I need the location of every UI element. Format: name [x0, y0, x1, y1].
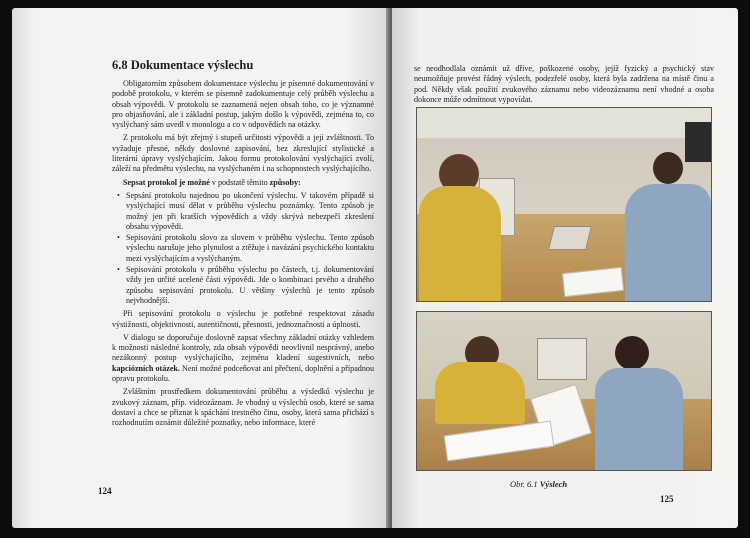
page-number-right: 125: [660, 494, 674, 504]
photo-interrogation-2: [416, 311, 712, 471]
list-intro: [112, 178, 374, 188]
photo-interrogation-1: [416, 107, 712, 302]
section-heading: 6.8 Dokumentace výslechu: [112, 58, 254, 72]
photo1-papers: [562, 267, 624, 297]
photo1-officer-head: [653, 152, 683, 184]
paragraph-4: [112, 333, 374, 384]
list-intro-bold-2: způsoby:: [269, 177, 301, 187]
photo1-officer-uniform: [625, 184, 711, 301]
list-item: • Sepisování protokolu slovo za slovem v průběhu výslechu. Tento způsob výslechu narušuje jeho plynulost a ztěžuje i navázání psychického kontaktu mezi vyslýchajícím a vyslýchaným.: [126, 233, 374, 264]
photo1-wall: [417, 108, 711, 138]
page-number-left: 124: [98, 486, 112, 496]
paragraph-5: Zvláštním prostředkem dokumentování průběhu a výsledků výslechu je zvukový záznam, příp. videozáznam. Je vhodný u výslechů osob, které se sama dostaví a chce se přiznat k spáchání trestného činu, osoby, která sama přichází s rozhodnutím oznámit důležité poznatky, nebo informace, které: [112, 387, 374, 428]
paragraph-2: Z protokolu má být zřejmý i stupeň určitosti výpovědi a její zvláštnosti. To vyžaduje přesné, někdy doslovné zapisování, bez zkreslující stylistické a literární úpravy vyslýchajícím. Jakou formu protokolování vyslýchající zvolí, záleží na předmětu výslechu, na vyslýchaném i na schopnostech vyslýchajícího.: [112, 133, 374, 174]
left-page-text: [112, 58, 374, 432]
list-item: • Sepsání protokolu najednou po ukončení výslechu. V takovém případě si vyslýchající musí dělat v průběhu výslechu poznámky. Tento způsob je možný jen při kratších výpovědích a vždy skrývá nebezpečí zkreslení obsahu výpovědi.: [126, 191, 374, 232]
photo2-suspect-shirt: [435, 362, 525, 424]
paragraph-4-text-a: V dialogu se doporučuje doslovně zapsat všechny základní otázky vzhledem k možnosti následné kontroly, zda obsah výpovědi neovlivnil nesprávný, anebo nezákonný postup vyslýchajícího, zejména kladení sugestivních, nebo: [112, 332, 374, 363]
photo1-keyboard: [548, 226, 592, 250]
list-item: • Sepisování protokolu v průběhu výslechu po částech, t.j. dokumentování vždy jen určité ucelené části výpovědi. Jde o kombinaci prvého a druhého způsobu sepisování protokolu. U většiny výslechů je tento způsob nejvhodnější.: [126, 265, 374, 306]
paragraph-4-text-b: Není možné podceňovat ani přečtení, doplnění a případnou opravu protokolu.: [112, 363, 374, 384]
right-page-text: se neodhodlala oznámit už dříve, poškozené osoby, jejíž fyzický a psychický stav neumožňuje provést řádný výslech, podezřelé osoby, která byla zadržena na místě činu a pod. Někdy však použití zvukového záznamu nebo videozáznamu není vhodné a osoba dokonce může odmítnout vypovídat.: [414, 64, 714, 104]
list-intro-text: v podstatě těmito: [209, 177, 270, 187]
paragraph-3: Při sepisování protokolu o výslechu je potřebné respektovat zásadu výstižnosti, objektivnosti, autentičnosti, přesnosti, jednoznačnosti a úplnosti.: [112, 309, 374, 329]
list-intro-bold: Sepsat protokol je možné: [123, 177, 210, 187]
photo2-officer-uniform: [595, 368, 683, 470]
photo2-monitor: [537, 338, 587, 380]
photo2-papers: [444, 421, 555, 462]
paragraph-4-bold: kapciózních otázek.: [112, 363, 180, 373]
methods-list: [112, 191, 374, 306]
caption-title: Výslech: [539, 479, 568, 489]
left-page: [12, 8, 390, 528]
photo1-suspect-shirt: [419, 186, 501, 301]
photo1-door: [685, 122, 711, 162]
paragraph-1: Obligatorním způsobem dokumentace výslechu je písemné dokumentování v podobě protokolu, v kterém se písemně zadokumentuje celý průběh výslechu a obsah výpovědi. V protokolu se zaznamená nejen obsah toho, co je významné pro objasňování, ale i základní postup, jakým došlo k výpovědi, zejména to, co vyslýchaný sám uvedl v monologu a co v odpovědích na otázky.: [112, 79, 374, 130]
caption-prefix: Obr. 6.1: [510, 479, 540, 489]
right-page: [392, 8, 738, 528]
figure-caption: [510, 479, 567, 489]
photo2-officer-head: [615, 336, 649, 370]
